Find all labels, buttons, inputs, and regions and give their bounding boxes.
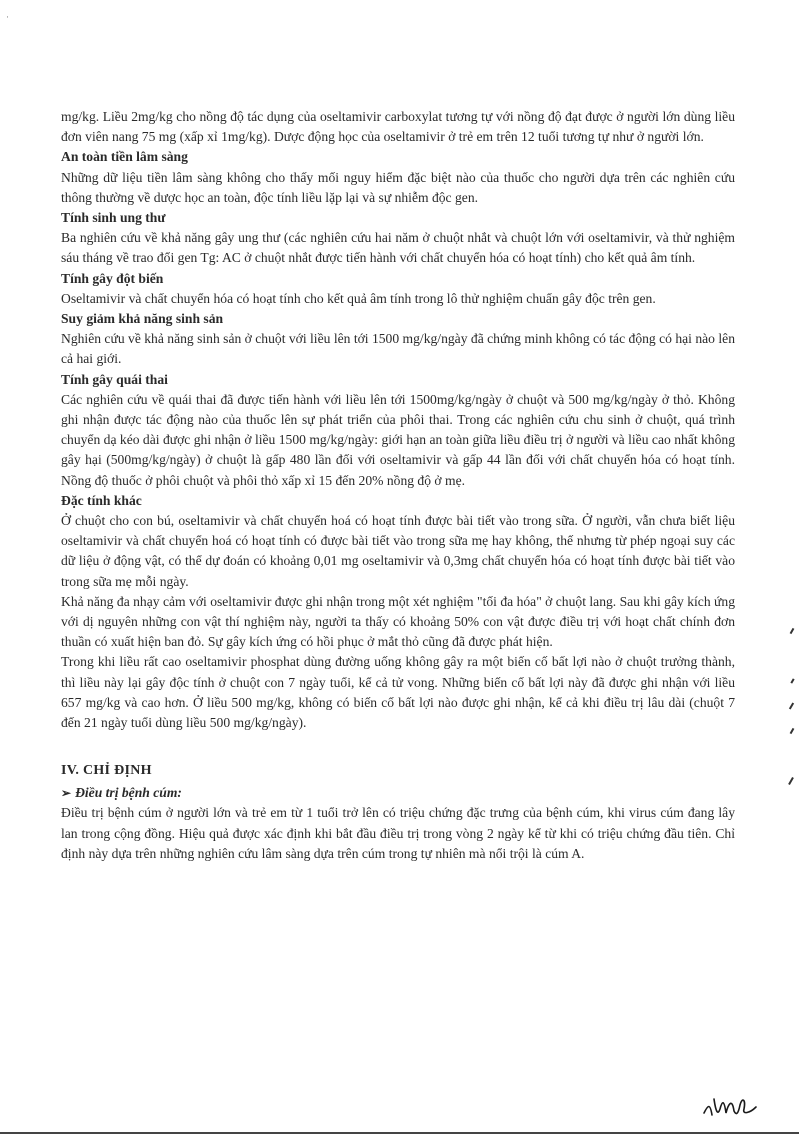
paragraph: Oseltamivir và chất chuyển hóa có hoạt tính cho kết quả âm tính trong lô thử nghiệm chuẩn gây độc trên gen. xyxy=(61,290,656,306)
paragraph: Khả năng đa nhạy cảm với oseltamivir được ghi nhận trong một xét nghiệm "tối đa hóa" ở chuột lang. Sau khi gây kích ứng với dị nguyên những con vật thí nghiệm này, người ta thấy có khoảng 50% con vật được điều trị với hoạt chất chính đơn thuần có xuất hiện ban đỏ. Sự gây kích ứng có hồi phục ở mắt thỏ cũng đã được phát hiện. xyxy=(61,593,735,650)
paragraph: Các nghiên cứu về quái thai đã được tiến hành với liều lên tới 1500mg/kg/ngày ở chuột và 500 mg/kg/ngày ở thỏ. Không ghi nhận được tác động nào của thuốc lên sự phát triển của phôi thai. Trong các nghiên cứu chu sinh ở chuột, quá trình chuyển dạ kéo dài được ghi nhận ở liều 1500 mg/kg/ngày: giới hạn an toàn giữa liều điều trị ở người và liều cao nhất không gây hại (500mg/kg/ngày) ở chuột là gấp 480 lần đối với oseltamivir và gấp 44 lần đối với chất chuyển hóa có hoạt tính. Nồng độ thuốc ở phôi chuột và phôi thỏ xấp xỉ 15 đến 20% nồng độ ở mẹ. xyxy=(61,391,735,488)
section-heading: Đặc tính khác xyxy=(61,492,142,508)
section-heading: Tính gây quái thai xyxy=(61,371,168,387)
document-body xyxy=(61,107,735,864)
section-heading: Tính sinh ung thư xyxy=(61,210,166,226)
paragraph: Ba nghiên cứu về khả năng gây ung thư (các nghiên cứu hai năm ở chuột nhắt và chuột lớn với oseltamivir, và thử nghiệm sáu tháng về trao đổi gen Tg: AC ở chuột nhắt được tiến hành với chất chuyển hóa có hoạt tính) cho kết quả âm tính. xyxy=(61,230,735,266)
paragraph: mg/kg. Liều 2mg/kg cho nồng độ tác dụng của oseltamivir carboxylat tương tự với nồng độ đạt được ở người lớn dùng liều đơn viên nang 75 mg (xấp xỉ 1mg/kg). Dược động học của oseltamivir ở trẻ em trên 12 tuổi tương tự như ở người lớn. xyxy=(61,109,735,145)
section-heading: Tính gây đột biến xyxy=(61,270,164,286)
arrow-bullet-icon: ➢ xyxy=(61,786,72,801)
chapter-heading: IV. CHỈ ĐỊNH xyxy=(61,763,152,779)
corner-mark: · xyxy=(6,12,9,22)
bottom-border xyxy=(0,1132,799,1134)
paragraph: Nghiên cứu về khả năng sinh sản ở chuột với liều lên tới 1500 mg/kg/ngày đã chứng minh không có tác động có hại nào lên cả hai giới. xyxy=(61,331,735,367)
subheading xyxy=(61,783,735,803)
margin-scan-marks xyxy=(779,620,795,840)
section-heading: Suy giảm khả năng sinh sản xyxy=(61,311,224,327)
section-heading: An toàn tiền lâm sàng xyxy=(61,149,188,165)
paragraph: Những dữ liệu tiền lâm sàng không cho thấy mối nguy hiểm đặc biệt nào của thuốc cho người dựa trên các nghiên cứu thông thường về dược học an toàn, độc tính liều lặp lại và sự nhiễm độc gen. xyxy=(61,169,735,205)
paragraph: Ở chuột cho con bú, oseltamivir và chất chuyển hoá có hoạt tính được bài tiết vào trong sữa. Ở người, vẫn chưa biết liệu oseltamivir và chất chuyển hoá có hoạt tính có được bài tiết vào trong sữa mẹ hay không, thế nhưng từ phép ngoại suy các dữ liệu ở động vật, có thể dự đoán có khoảng 0,01 mg oseltamivir và 0,3mg chất chuyển hóa có hoạt tính được bài tiết vào trong sữa mẹ mỗi ngày. xyxy=(61,513,735,589)
paragraph: Trong khi liều rất cao oseltamivir phosphat dùng đường uống không gây ra một biến cố bất lợi nào ở chuột trưởng thành, thì liều này lại gây độc tính ở chuột con 7 ngày tuổi, kể cả tử vong. Những biến cố bất lợi này đã được ghi nhận với liều 657 mg/kg và cao hơn. Ở liều 500 mg/kg, không có biến cố bất lợi nào được ghi nhận, kể cả khi điều trị lâu dài (chuột 7 đến 21 ngày tuổi dùng liều 500 mg/kg/ngày). xyxy=(61,654,735,731)
subheading-text: Điều trị bệnh cúm: xyxy=(75,785,182,801)
signature-icon xyxy=(700,1085,760,1125)
paragraph: Điều trị bệnh cúm ở người lớn và trẻ em từ 1 tuổi trở lên có triệu chứng đặc trưng của bệnh cúm, khi virus cúm đang lây lan trong cộng đồng. Hiệu quả được xác định khi bắt đầu điều trị trong vòng 2 ngày kể từ khi có triệu chứng đầu tiên. Chỉ định này dựa trên những nghiên cứu lâm sàng dựa trên cúm trong tự nhiên mà nổi trội là cúm A. xyxy=(61,805,735,861)
